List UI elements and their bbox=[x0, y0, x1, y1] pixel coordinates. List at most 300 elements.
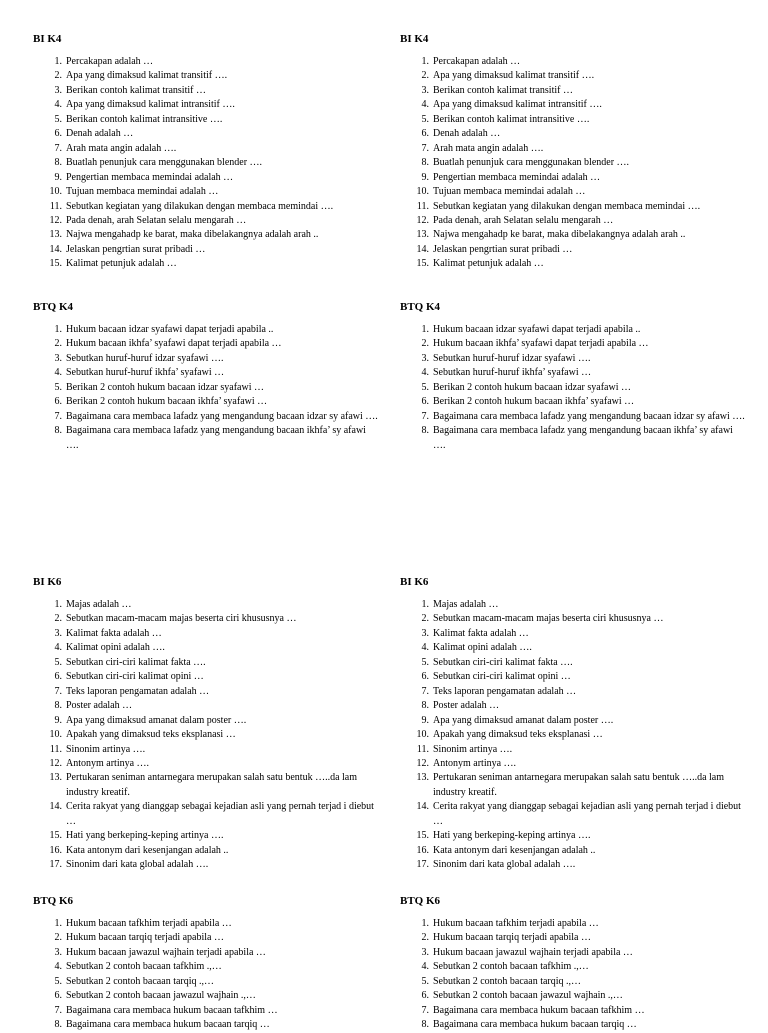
question-item bbox=[33, 185, 378, 199]
question-item bbox=[33, 800, 378, 829]
question-item bbox=[400, 127, 745, 141]
question-text: Sebutkan huruf-huruf idzar syafawi …. bbox=[66, 352, 224, 364]
question-number: 3. bbox=[54, 946, 62, 958]
question-number: 11. bbox=[416, 743, 429, 755]
question-number: 4. bbox=[421, 367, 429, 379]
question-item bbox=[33, 670, 378, 684]
question-number: 13. bbox=[49, 772, 62, 784]
question-text: Sebutkan huruf-huruf idzar syafawi …. bbox=[433, 352, 591, 364]
question-item bbox=[400, 156, 745, 170]
section-title: BTQ K6 bbox=[33, 895, 74, 907]
question-text: Teks laporan pengamatan adalah … bbox=[433, 685, 577, 697]
question-text: Pertukaran seniman antarnegara merupakan salah satu bentuk …..da lam industry kreatif. bbox=[433, 772, 725, 798]
question-number: 7. bbox=[54, 142, 62, 154]
question-text: Apakah yang dimaksud teks eksplanasi … bbox=[433, 729, 603, 741]
question-text: Kalimat petunjuk adalah … bbox=[66, 258, 177, 270]
question-number: 8. bbox=[54, 157, 62, 169]
question-item bbox=[400, 800, 745, 829]
question-number: 4. bbox=[421, 642, 429, 654]
question-number: 15. bbox=[49, 258, 62, 270]
question-item bbox=[33, 757, 378, 771]
question-text: Berikan contoh kalimat transitif … bbox=[433, 84, 573, 96]
question-text: Kalimat fakta adalah … bbox=[433, 627, 529, 639]
question-number: 15. bbox=[416, 258, 429, 270]
question-text: Berikan contoh kalimat intransitive …. bbox=[66, 113, 223, 125]
question-number: 2. bbox=[421, 338, 429, 350]
question-item bbox=[33, 743, 378, 757]
question-text: Hukum bacaan tafkhim terjadi apabila … bbox=[433, 918, 599, 929]
question-text: Sebutkan 2 contoh bacaan tarqiq .,… bbox=[66, 975, 215, 987]
question-item bbox=[400, 200, 745, 214]
question-item bbox=[33, 1018, 378, 1032]
question-text: Berikan 2 contoh hukum bacaan idzar syafawi … bbox=[433, 381, 631, 393]
question-number: 6. bbox=[421, 990, 429, 1002]
question-text: Bagaimana cara membaca hukum bacaan tarqiq … bbox=[433, 1019, 637, 1031]
question-number: 12. bbox=[49, 757, 62, 769]
question-number: 6. bbox=[421, 128, 429, 140]
question-number: 14. bbox=[416, 801, 429, 813]
question-item bbox=[33, 323, 378, 337]
question-item bbox=[400, 685, 745, 699]
question-text: Apa yang dimaksud kalimat intransitif …. bbox=[433, 99, 602, 111]
question-item bbox=[400, 171, 745, 185]
question-item bbox=[400, 656, 745, 670]
question-number: 1. bbox=[54, 56, 62, 67]
question-list bbox=[400, 598, 745, 873]
question-number: 2. bbox=[54, 613, 62, 625]
question-item bbox=[33, 931, 378, 945]
question-text: Najwa mengahadp ke barat, maka dibelakangnya adalah arah .. bbox=[433, 229, 686, 241]
question-number: 1. bbox=[421, 918, 429, 929]
question-number: 14. bbox=[49, 801, 62, 813]
question-item bbox=[33, 337, 378, 351]
question-item bbox=[33, 228, 378, 242]
question-text: Buatlah penunjuk cara menggunakan blender …. bbox=[433, 157, 630, 169]
question-text: Hati yang berkeping-keping artinya …. bbox=[433, 830, 591, 842]
question-number: 1. bbox=[54, 918, 62, 929]
question-number: 8. bbox=[54, 1019, 62, 1031]
question-text: Sebutkan 2 contoh bacaan tafkhim .,… bbox=[433, 961, 589, 973]
question-item bbox=[400, 844, 745, 858]
question-number: 13. bbox=[416, 772, 429, 784]
question-text: Sinonim artinya …. bbox=[66, 743, 146, 755]
question-text: Hukum bacaan tarqiq terjadi apabila … bbox=[66, 932, 224, 944]
question-number: 4. bbox=[421, 961, 429, 973]
question-number: 1. bbox=[421, 56, 429, 67]
question-number: 1. bbox=[54, 324, 62, 335]
question-text: Sebutkan ciri-ciri kalimat opini … bbox=[433, 671, 571, 683]
question-number: 9. bbox=[421, 171, 429, 183]
question-item bbox=[400, 670, 745, 684]
question-text: Teks laporan pengamatan adalah … bbox=[66, 685, 210, 697]
question-number: 15. bbox=[49, 830, 62, 842]
question-item bbox=[400, 1004, 745, 1018]
question-text: Antonym artinya …. bbox=[66, 757, 150, 769]
question-number: 7. bbox=[54, 1004, 62, 1016]
question-item bbox=[33, 960, 378, 974]
question-number: 3. bbox=[421, 627, 429, 639]
section-title: BTQ K4 bbox=[400, 301, 441, 313]
question-item bbox=[33, 410, 378, 424]
question-text: Hukum bacaan tarqiq terjadi apabila … bbox=[433, 932, 591, 944]
question-number: 5. bbox=[54, 113, 62, 125]
section-title: BTQ K4 bbox=[33, 301, 74, 313]
question-number: 12. bbox=[49, 214, 62, 226]
question-number: 9. bbox=[54, 714, 62, 726]
question-number: 3. bbox=[54, 627, 62, 639]
question-number: 6. bbox=[54, 671, 62, 683]
section-title: BI K4 bbox=[33, 33, 62, 45]
question-number: 7. bbox=[54, 685, 62, 697]
question-text: Najwa mengahadp ke barat, maka dibelakangnya adalah arah .. bbox=[66, 229, 319, 241]
question-text: Kalimat petunjuk adalah … bbox=[433, 258, 544, 270]
question-text: Sebutkan huruf-huruf ikhfa’ syafawi … bbox=[433, 367, 592, 379]
question-number: 13. bbox=[49, 229, 62, 241]
question-item bbox=[33, 381, 378, 395]
question-text: Cerita rakyat yang dianggap sebagai kejadian asli yang pernah terjad i diebut … bbox=[433, 801, 741, 827]
question-item bbox=[400, 243, 745, 257]
question-number: 2. bbox=[421, 613, 429, 625]
question-text: Denah adalah … bbox=[433, 128, 501, 140]
question-number: 4. bbox=[54, 99, 62, 111]
question-list bbox=[400, 323, 745, 453]
question-section bbox=[33, 894, 378, 1033]
question-number: 5. bbox=[421, 113, 429, 125]
question-item bbox=[400, 337, 745, 351]
question-text: Sebutkan kegiatan yang dilakukan dengan membaca memindai …. bbox=[433, 200, 701, 212]
question-item bbox=[400, 858, 745, 872]
question-item bbox=[33, 858, 378, 872]
question-number: 6. bbox=[421, 396, 429, 408]
question-number: 7. bbox=[421, 685, 429, 697]
question-number: 7. bbox=[421, 410, 429, 422]
question-number: 8. bbox=[54, 700, 62, 712]
question-number: 16. bbox=[416, 844, 429, 856]
question-number: 12. bbox=[416, 757, 429, 769]
question-item bbox=[33, 395, 378, 409]
question-text: Pada denah, arah Selatan selalu mengarah … bbox=[433, 214, 614, 226]
question-number: 8. bbox=[421, 700, 429, 712]
question-section bbox=[33, 300, 378, 453]
question-text: Sebutkan 2 contoh bacaan jawazul wajhain .,… bbox=[433, 990, 623, 1002]
question-text: Sinonim artinya …. bbox=[433, 743, 513, 755]
question-item bbox=[400, 185, 745, 199]
question-item bbox=[33, 975, 378, 989]
question-number: 7. bbox=[421, 1004, 429, 1016]
question-text: Sinonim dari kata global adalah …. bbox=[66, 859, 209, 871]
question-item bbox=[400, 699, 745, 713]
question-text: Hukum bacaan idzar syafawi dapat terjadi apabila .. bbox=[433, 324, 641, 335]
question-item bbox=[33, 656, 378, 670]
question-item bbox=[33, 1004, 378, 1018]
question-item bbox=[400, 598, 745, 612]
question-item bbox=[33, 113, 378, 127]
question-item bbox=[33, 627, 378, 641]
question-number: 2. bbox=[421, 70, 429, 82]
question-item bbox=[33, 200, 378, 214]
question-number: 6. bbox=[421, 671, 429, 683]
question-item bbox=[33, 424, 378, 453]
question-number: 6. bbox=[54, 990, 62, 1002]
question-text: Hukum bacaan idzar syafawi dapat terjadi apabila .. bbox=[66, 324, 274, 335]
question-text: Pertukaran seniman antarnegara merupakan salah satu bentuk …..da lam industry kreatif. bbox=[66, 772, 358, 798]
question-number: 7. bbox=[421, 142, 429, 154]
question-item bbox=[400, 917, 745, 931]
question-item bbox=[33, 699, 378, 713]
question-text: Cerita rakyat yang dianggap sebagai kejadian asli yang pernah terjad i diebut … bbox=[66, 801, 374, 827]
question-text: Apa yang dimaksud kalimat transitif …. bbox=[66, 70, 228, 82]
question-number: 13. bbox=[416, 229, 429, 241]
question-number: 3. bbox=[54, 352, 62, 364]
question-item bbox=[33, 685, 378, 699]
question-text: Majas adalah … bbox=[433, 599, 499, 610]
question-number: 11. bbox=[49, 200, 62, 212]
question-section bbox=[400, 894, 745, 1033]
question-number: 9. bbox=[54, 171, 62, 183]
question-number: 1. bbox=[421, 599, 429, 610]
question-number: 3. bbox=[421, 84, 429, 96]
question-list bbox=[400, 917, 745, 1033]
question-number: 2. bbox=[54, 932, 62, 944]
question-text: Sinonim dari kata global adalah …. bbox=[433, 859, 576, 871]
question-item bbox=[33, 598, 378, 612]
question-list bbox=[400, 55, 745, 272]
question-text: Berikan 2 contoh hukum bacaan ikhfa’ syafawi … bbox=[433, 396, 635, 408]
question-number: 11. bbox=[416, 200, 429, 212]
question-number: 3. bbox=[54, 84, 62, 96]
question-text: Berikan contoh kalimat transitif … bbox=[66, 84, 206, 96]
section-title: BI K4 bbox=[400, 33, 429, 45]
question-item bbox=[400, 771, 745, 800]
question-item bbox=[33, 946, 378, 960]
question-item bbox=[400, 989, 745, 1003]
question-text: Hukum bacaan jawazul wajhain terjadi apabila … bbox=[66, 946, 266, 958]
question-item bbox=[33, 69, 378, 83]
question-text: Berikan contoh kalimat intransitive …. bbox=[433, 113, 590, 125]
question-item bbox=[400, 960, 745, 974]
question-number: 5. bbox=[421, 381, 429, 393]
question-text: Bagaimana cara membaca lafadz yang mengandung bacaan idzar sy afawi …. bbox=[433, 410, 745, 422]
question-text: Percakapan adalah … bbox=[66, 56, 154, 67]
section-title: BI K6 bbox=[33, 576, 62, 588]
question-number: 5. bbox=[421, 656, 429, 668]
question-text: Jelaskan pengrtian surat pribadi … bbox=[433, 243, 573, 255]
question-text: Hukum bacaan jawazul wajhain terjadi apabila … bbox=[433, 946, 633, 958]
question-text: Pada denah, arah Selatan selalu mengarah … bbox=[66, 214, 247, 226]
question-text: Arah mata angin adalah …. bbox=[433, 142, 544, 154]
question-text: Sebutkan macam-macam majas beserta ciri khususnya … bbox=[66, 613, 297, 625]
question-text: Denah adalah … bbox=[66, 128, 134, 140]
question-number: 3. bbox=[421, 352, 429, 364]
question-number: 15. bbox=[416, 830, 429, 842]
question-text: Sebutkan macam-macam majas beserta ciri khususnya … bbox=[433, 613, 664, 625]
question-text: Kata antonym dari kesenjangan adalah .. bbox=[433, 844, 596, 856]
question-item bbox=[33, 612, 378, 626]
question-item bbox=[400, 1018, 745, 1032]
question-item bbox=[400, 743, 745, 757]
question-text: Apakah yang dimaksud teks eksplanasi … bbox=[66, 729, 236, 741]
question-text: Sebutkan ciri-ciri kalimat fakta …. bbox=[433, 656, 573, 668]
question-number: 8. bbox=[54, 425, 62, 437]
question-number: 2. bbox=[54, 338, 62, 350]
question-text: Buatlah penunjuk cara menggunakan blender …. bbox=[66, 157, 263, 169]
question-text: Percakapan adalah … bbox=[433, 56, 521, 67]
question-section bbox=[400, 300, 745, 453]
question-text: Hati yang berkeping-keping artinya …. bbox=[66, 830, 224, 842]
question-number: 14. bbox=[416, 243, 429, 255]
question-number: 8. bbox=[421, 425, 429, 437]
question-list bbox=[33, 323, 378, 453]
question-number: 5. bbox=[54, 381, 62, 393]
question-text: Apa yang dimaksud amanat dalam poster …. bbox=[433, 714, 614, 726]
question-number: 8. bbox=[421, 157, 429, 169]
question-item bbox=[33, 917, 378, 931]
question-number: 8. bbox=[421, 1019, 429, 1031]
question-section bbox=[33, 575, 378, 873]
question-text: Bagaimana cara membaca hukum bacaan tafkhim … bbox=[433, 1004, 645, 1016]
question-item bbox=[400, 612, 745, 626]
question-item bbox=[400, 757, 745, 771]
question-number: 14. bbox=[49, 243, 62, 255]
question-text: Poster adalah … bbox=[66, 700, 133, 712]
question-item bbox=[400, 714, 745, 728]
question-item bbox=[33, 98, 378, 112]
question-list bbox=[33, 55, 378, 272]
section-title: BTQ K6 bbox=[400, 895, 441, 907]
question-number: 4. bbox=[54, 367, 62, 379]
question-text: Sebutkan 2 contoh bacaan tarqiq .,… bbox=[433, 975, 582, 987]
question-item bbox=[400, 69, 745, 83]
question-item bbox=[400, 410, 745, 424]
question-text: Kata antonym dari kesenjangan adalah .. bbox=[66, 844, 229, 856]
question-number: 2. bbox=[421, 932, 429, 944]
question-text: Bagaimana cara membaca lafadz yang mengandung bacaan idzar sy afawi …. bbox=[66, 410, 378, 422]
question-text: Sebutkan kegiatan yang dilakukan dengan membaca memindai …. bbox=[66, 200, 334, 212]
question-number: 3. bbox=[421, 946, 429, 958]
question-text: Tujuan membaca memindai adalah … bbox=[66, 186, 219, 198]
question-list bbox=[33, 917, 378, 1033]
question-number: 12. bbox=[416, 214, 429, 226]
question-item bbox=[400, 641, 745, 655]
question-number: 1. bbox=[421, 324, 429, 335]
question-item bbox=[400, 366, 745, 380]
question-number: 6. bbox=[54, 396, 62, 408]
question-text: Poster adalah … bbox=[433, 700, 500, 712]
question-text: Jelaskan pengrtian surat pribadi … bbox=[66, 243, 206, 255]
question-text: Berikan 2 contoh hukum bacaan ikhfa’ syafawi … bbox=[66, 396, 268, 408]
question-text: Kalimat fakta adalah … bbox=[66, 627, 162, 639]
question-text: Bagaimana cara membaca lafadz yang mengandung bacaan ikhfa’ sy afawi …. bbox=[433, 425, 733, 451]
question-text: Kalimat opini adalah …. bbox=[66, 642, 165, 654]
question-number: 5. bbox=[54, 975, 62, 987]
question-number: 17. bbox=[416, 859, 429, 871]
question-number: 4. bbox=[421, 99, 429, 111]
question-number: 5. bbox=[421, 975, 429, 987]
question-text: Bagaimana cara membaca hukum bacaan tarqiq … bbox=[66, 1019, 270, 1031]
question-text: Bagaimana cara membaca hukum bacaan tafkhim … bbox=[66, 1004, 278, 1016]
question-number: 2. bbox=[54, 70, 62, 82]
question-item bbox=[33, 171, 378, 185]
question-number: 16. bbox=[49, 844, 62, 856]
question-item bbox=[400, 98, 745, 112]
question-number: 4. bbox=[54, 642, 62, 654]
question-text: Bagaimana cara membaca lafadz yang mengandung bacaan ikhfa’ sy afawi …. bbox=[66, 425, 366, 451]
question-text: Sebutkan 2 contoh bacaan jawazul wajhain .,… bbox=[66, 990, 256, 1002]
question-section bbox=[33, 32, 378, 272]
question-text: Berikan 2 contoh hukum bacaan idzar syafawi … bbox=[66, 381, 264, 393]
question-item bbox=[400, 829, 745, 843]
question-item bbox=[400, 257, 745, 271]
question-text: Arah mata angin adalah …. bbox=[66, 142, 177, 154]
question-text: Sebutkan ciri-ciri kalimat opini … bbox=[66, 671, 204, 683]
question-item bbox=[33, 844, 378, 858]
question-number: 7. bbox=[54, 410, 62, 422]
question-item bbox=[33, 257, 378, 271]
question-item bbox=[33, 829, 378, 843]
question-number: 10. bbox=[49, 186, 62, 198]
question-item bbox=[33, 142, 378, 156]
question-item bbox=[33, 989, 378, 1003]
question-number: 11. bbox=[49, 743, 62, 755]
question-item bbox=[33, 771, 378, 800]
question-number: 10. bbox=[416, 186, 429, 198]
question-text: Sebutkan ciri-ciri kalimat fakta …. bbox=[66, 656, 206, 668]
question-item bbox=[33, 728, 378, 742]
question-number: 5. bbox=[54, 656, 62, 668]
question-item bbox=[400, 84, 745, 98]
question-item bbox=[33, 366, 378, 380]
question-text: Apa yang dimaksud kalimat intransitif …. bbox=[66, 99, 235, 111]
question-item bbox=[400, 395, 745, 409]
question-item bbox=[33, 156, 378, 170]
question-text: Antonym artinya …. bbox=[433, 757, 517, 769]
question-item bbox=[400, 214, 745, 228]
question-text: Hukum bacaan tafkhim terjadi apabila … bbox=[66, 918, 232, 929]
question-item bbox=[400, 323, 745, 337]
question-number: 17. bbox=[49, 859, 62, 871]
question-number: 1. bbox=[54, 599, 62, 610]
question-item bbox=[400, 424, 745, 453]
question-text: Tujuan membaca memindai adalah … bbox=[433, 186, 586, 198]
question-item bbox=[400, 931, 745, 945]
question-item bbox=[400, 728, 745, 742]
question-number: 10. bbox=[416, 729, 429, 741]
question-item bbox=[33, 55, 378, 69]
question-item bbox=[400, 381, 745, 395]
question-item bbox=[33, 127, 378, 141]
question-item bbox=[400, 946, 745, 960]
question-item bbox=[33, 714, 378, 728]
question-item bbox=[400, 975, 745, 989]
question-item bbox=[33, 352, 378, 366]
question-item bbox=[33, 214, 378, 228]
question-number: 6. bbox=[54, 128, 62, 140]
question-item bbox=[400, 228, 745, 242]
question-list bbox=[33, 598, 378, 873]
question-section bbox=[400, 32, 745, 272]
question-text: Sebutkan 2 contoh bacaan tafkhim .,… bbox=[66, 961, 222, 973]
question-text: Hukum bacaan ikhfa’ syafawi dapat terjadi apabila … bbox=[66, 338, 282, 350]
question-text: Kalimat opini adalah …. bbox=[433, 642, 532, 654]
question-item bbox=[400, 352, 745, 366]
question-number: 4. bbox=[54, 961, 62, 973]
question-item bbox=[400, 55, 745, 69]
question-section bbox=[400, 575, 745, 873]
question-number: 10. bbox=[49, 729, 62, 741]
question-number: 9. bbox=[421, 714, 429, 726]
question-item bbox=[400, 113, 745, 127]
question-text: Majas adalah … bbox=[66, 599, 132, 610]
